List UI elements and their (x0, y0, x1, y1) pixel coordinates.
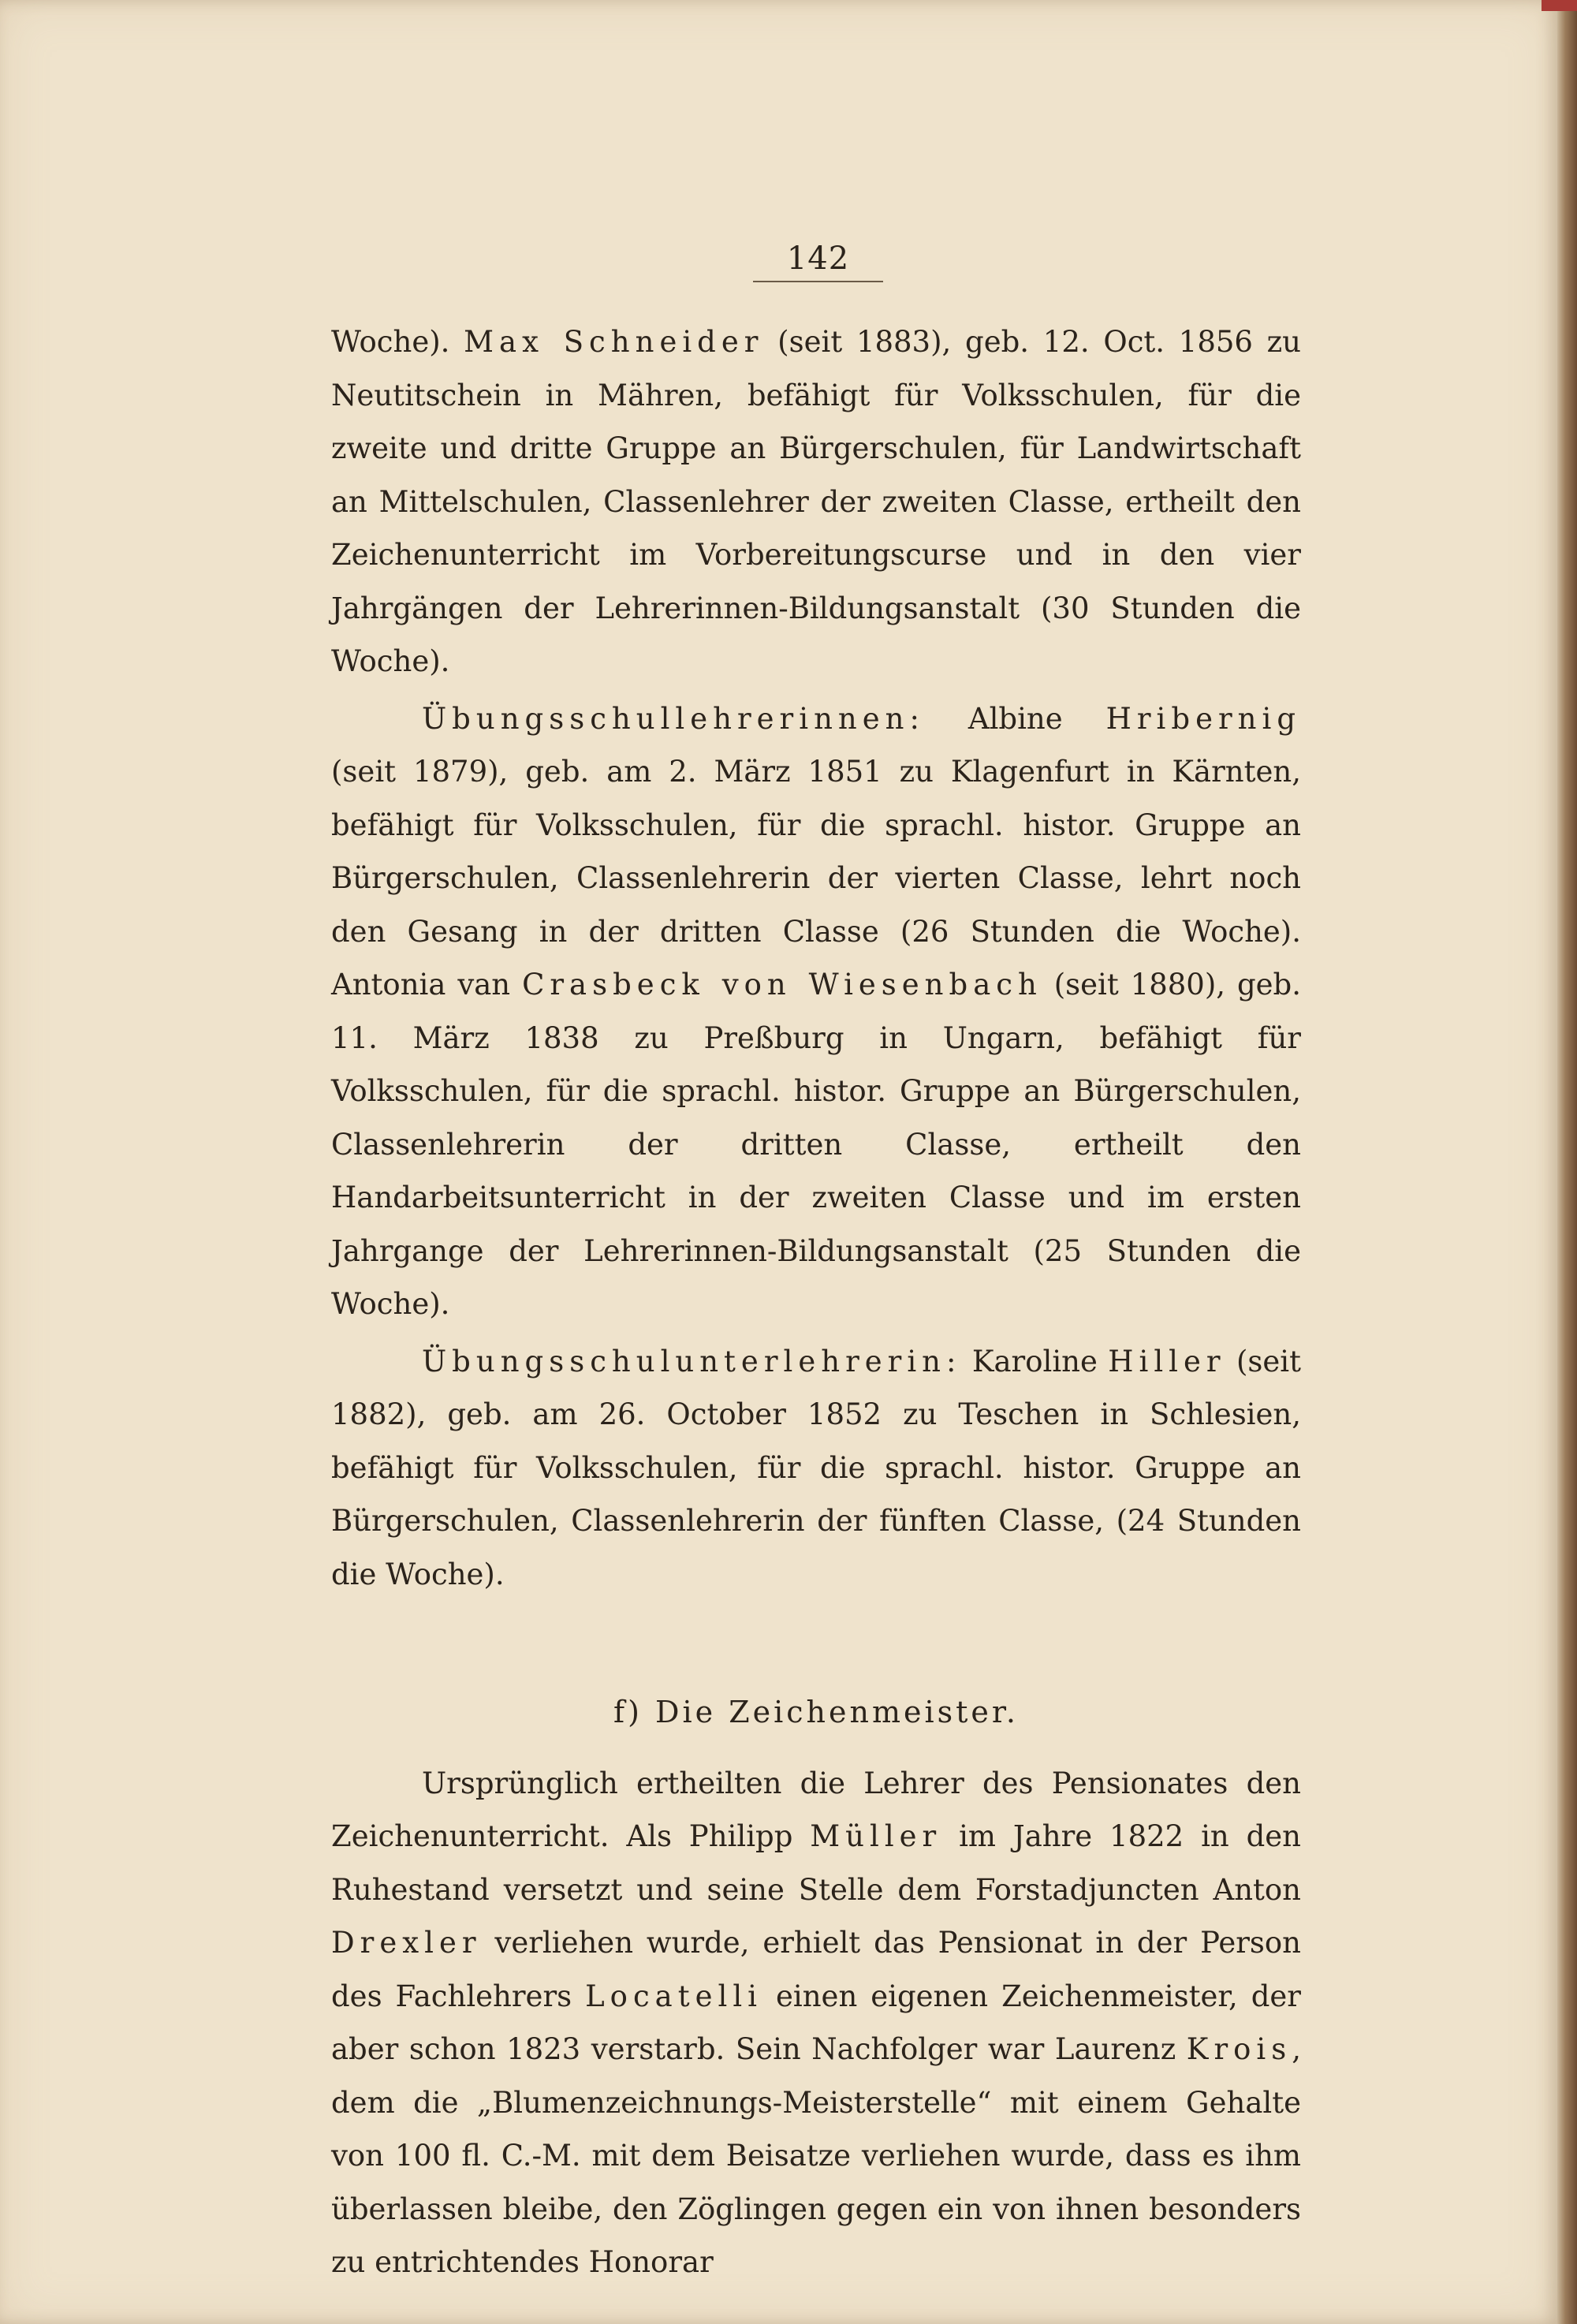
text-run: Ursprünglich ertheilten die Lehrer des Pensionates den Zeichenunterricht. Als Philipp (331, 1766, 1301, 1853)
spaced-name: Max Schneider (464, 325, 764, 359)
page-body (331, 315, 1301, 2289)
text-run: Albine (924, 701, 1106, 736)
text-run: , dem die „Blumenzeichnungs-Meisterstelle“ mit einem Gehalte von 100 fl. C.-M. mit dem Beisatze verliehen wurde, dass es ihm überlassen bleibe, den Zöglingen gegen ein von ihnen besonders zu entrichtendes Honorar (331, 2032, 1301, 2279)
spaced-name: Crasbeck von Wiesenbach (522, 968, 1042, 1002)
spaced-name: Drexler (331, 1926, 482, 1960)
book-edge-ribbon (1542, 0, 1577, 11)
text-run: (seit 1882), geb. am 26. October 1852 zu Teschen in Schlesien, befähigt für Volksschulen, für die sprachl. histor. Gruppe an Bürgerschulen, Classenlehrerin der fünften Classe, (24 Stunden die Woche). (331, 1344, 1301, 1591)
paragraph (331, 1757, 1301, 2289)
text-run: (seit 1879), geb. am 2. März 1851 zu Klagenfurt in Kärnten, befähigt für Volksschulen, für die sprachl. histor. Gruppe an Bürgerschulen, Classenlehrerin der vierten Classe, lehrt noch den Gesang in der dritten Classe (26 Stunden die Woche). Antonia van (331, 755, 1301, 1002)
text-run: Woche). (331, 325, 464, 359)
paragraph (331, 315, 1301, 688)
page-number: 142 (753, 237, 883, 282)
paragraph (331, 692, 1301, 1331)
spaced-name: Müller (810, 1819, 942, 1853)
spaced-heading: Übungsschulunterlehrerin: (422, 1344, 962, 1378)
text-run: verliehen wurde, erhielt das Pensionat in der Person des Fachlehrers (331, 1926, 1301, 2013)
spaced-heading: Übungsschullehrerinnen: (422, 701, 925, 736)
text-run: (seit 1880), geb. 11. März 1838 zu Preßburg in Ungarn, befähigt für Volksschulen, für die sprachl. histor. Gruppe an Bürgerschulen, Classenlehrerin der dritten Classe, ertheilt den Handarbeitsunterricht in der zweiten Classe und im ersten Jahrgange der Lehrerinnen-Bildungsanstalt (25 Stunden die Woche). (331, 968, 1301, 1321)
text-run: Karoline (961, 1344, 1109, 1378)
text-run: im Jahre 1822 in den Ruhestand versetzt und seine Stelle dem Forstadjuncten Anton (331, 1819, 1302, 1907)
section-heading: f) Die Zeichenmeister. (613, 1695, 1019, 1729)
book-edge (1557, 0, 1577, 2324)
spaced-name: Hribernig (1105, 701, 1301, 736)
spaced-name: Hiller (1108, 1344, 1226, 1378)
text-run: (seit 1883), geb. 12. Oct. 1856 zu Neutitschein in Mähren, befähigt für Volksschulen, für die zweite und dritte Gruppe an Bürgerschulen, für Landwirtschaft an Mittelschulen, Classenlehrer der zweiten Classe, ertheilt den Zeichenunterricht im Vorbereitungscurse und in den vier Jahrgängen der Lehrerinnen-Bildungsanstalt (30 Stunden die Woche). (331, 325, 1301, 678)
spaced-name: Krois (1186, 2032, 1292, 2066)
spaced-name: Locatelli (585, 1979, 763, 2013)
text-run: einen eigenen Zeichenmeister, der aber schon 1823 verstarb. Sein Nachfolger war Laurenz (331, 1979, 1301, 2066)
paragraph (331, 1335, 1301, 1602)
